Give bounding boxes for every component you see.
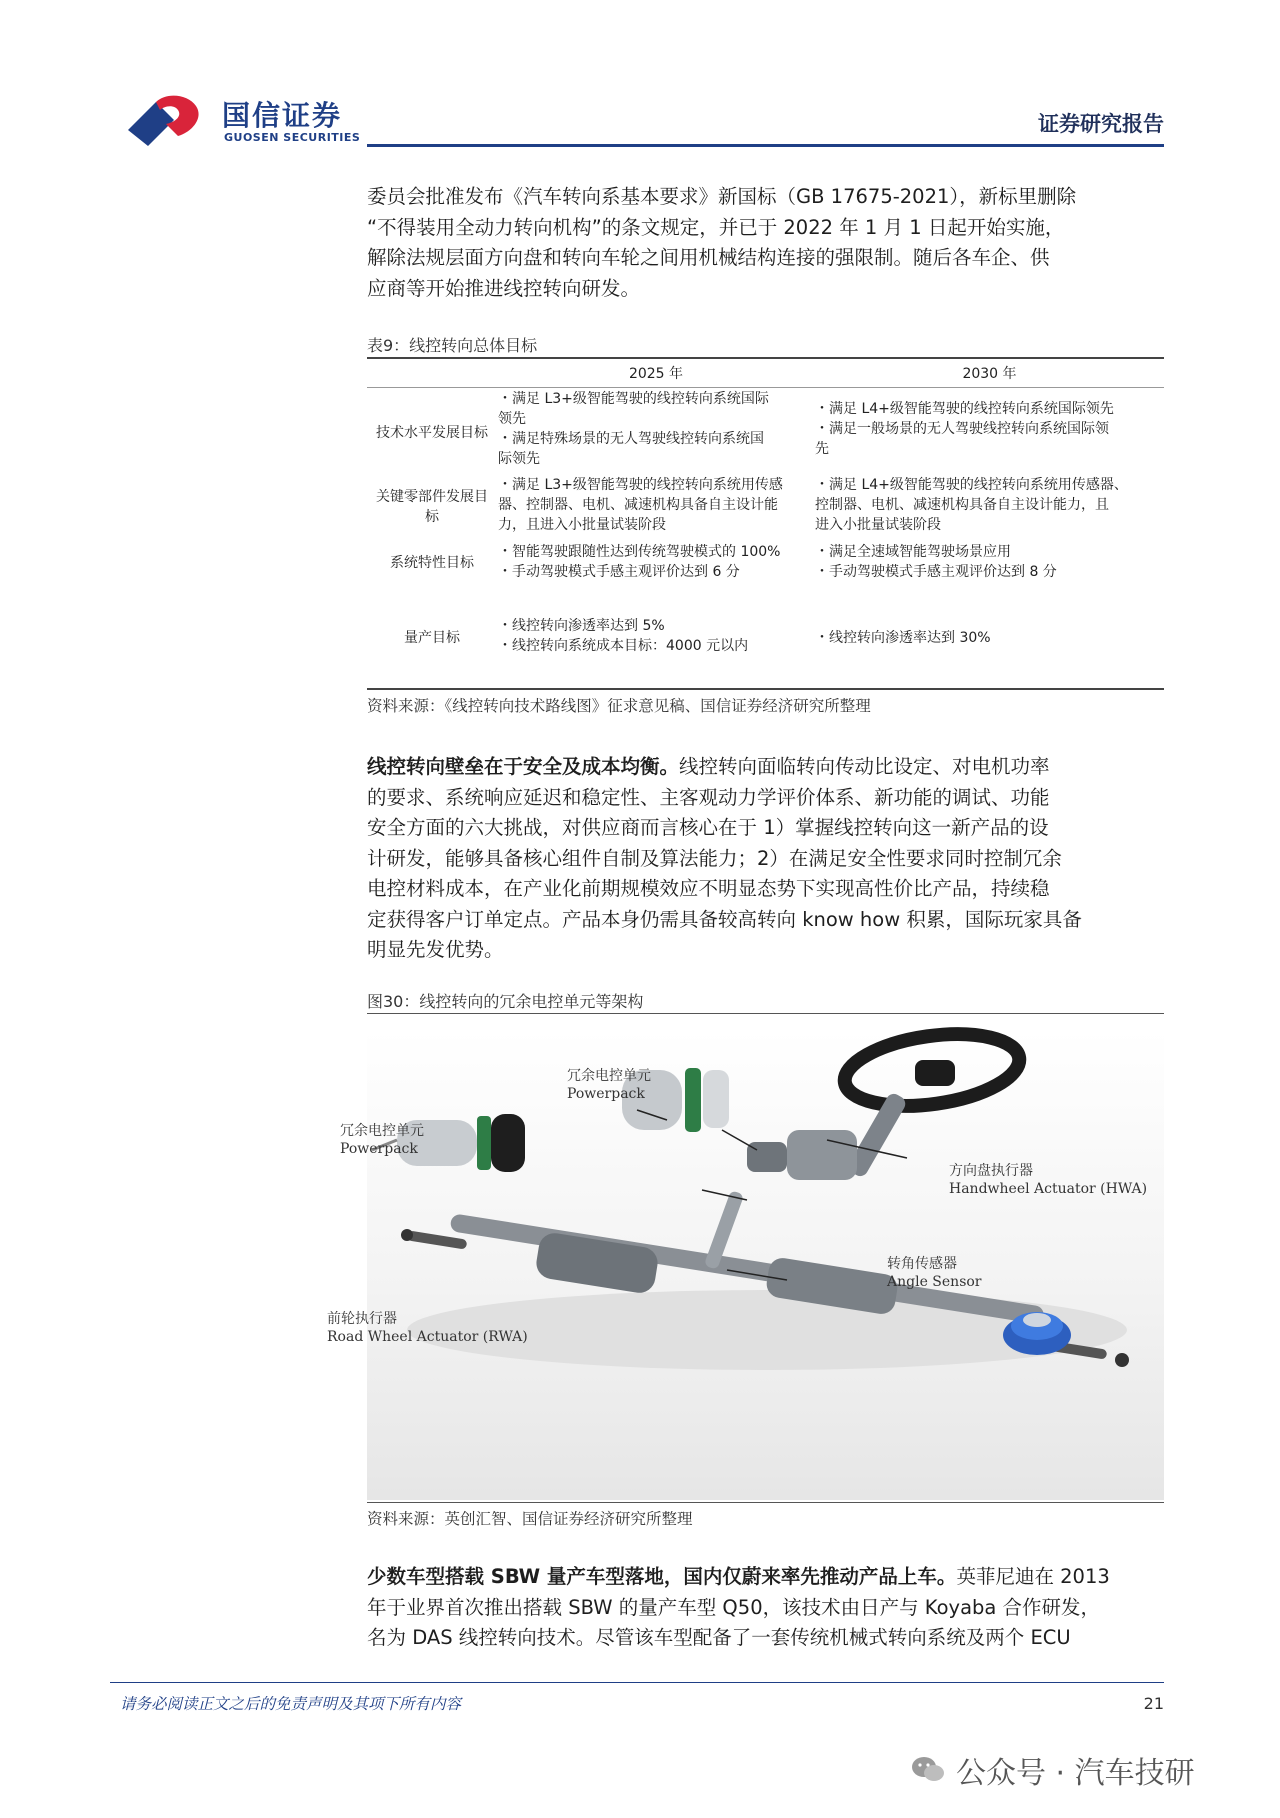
text-line: 年于业界首次推出搭载 SBW 的量产车型 Q50，该技术由日产与 Koyaba 合作研发， <box>367 1595 1101 1619</box>
section3-line-1: 英菲尼迪在 2013 <box>956 1565 1110 1588</box>
label-rwa <box>327 1310 528 1346</box>
section3-paragraph <box>367 1562 1164 1654</box>
cell-line: ・手动驾驶模式手感主观评价达到 6 分 <box>498 564 740 580</box>
cell-tech-2025 <box>498 389 816 469</box>
label-cn: 前轮执行器 <box>327 1311 397 1327</box>
cell-components-2025 <box>498 475 816 535</box>
row-label-text: 标 <box>425 509 439 525</box>
cell-line: ・智能驾驶跟随性达到传统驾驶模式的 100% <box>498 544 781 560</box>
cell-line: ・满足全速域智能驾驶场景应用 <box>815 544 1011 560</box>
label-hwa <box>949 1162 1147 1198</box>
label-angle-sensor <box>887 1255 982 1291</box>
logo-text-en: GUOSEN SECURITIES <box>224 131 361 144</box>
text-line: 定获得客户订单定点。产品本身仍需具备较高转向 know how 积累，国际玩家具备 <box>367 907 1082 931</box>
table-bottom-rule <box>367 688 1164 690</box>
sbw-architecture-figure <box>327 1030 1164 1500</box>
cell-line: ・满足 L4+级智能驾驶的线控转向系统国际领先 <box>815 401 1114 417</box>
disclaimer-text: 请务必阅读正文之后的免责声明及其项下所有内容 <box>120 1695 462 1713</box>
text-line: “不得装用全动力转向机构”的条文规定，并已于 2022 年 1 月 1 日起开始实施， <box>367 215 1065 239</box>
section2-paragraph <box>367 752 1164 966</box>
text-line: 明显先发优势。 <box>367 938 504 961</box>
cell-line: 控制器、电机、减速机构具备自主设计能力，且 <box>815 497 1109 513</box>
label-cn: 转角传感器 <box>887 1256 957 1272</box>
figure-bottom-rule <box>367 1502 1164 1503</box>
guosen-logo-icon <box>126 92 216 148</box>
header-divider <box>367 144 1164 147</box>
table-source: 资料来源：《线控转向技术路线图》征求意见稿、国信证券经济研究所整理 <box>367 697 871 715</box>
label-en: Handwheel Actuator (HWA) <box>949 1181 1148 1197</box>
page-number: 21 <box>1143 1694 1164 1713</box>
intro-paragraph <box>367 182 1164 304</box>
label-cn: 冗余电控单元 <box>340 1123 424 1139</box>
text-line: 解除法规层面方向盘和转向车轮之间用机械结构连接的强限制。随后各车企、供 <box>367 246 1050 269</box>
text-line: 电控材料成本，在产业化前期规模效应不明显态势下实现高性价比产品，持续稳 <box>367 877 1050 900</box>
cell-line: ・满足特殊场景的无人驾驶线控转向系统国 <box>498 431 764 447</box>
cell-line: ・线控转向系统成本目标：4000 元以内 <box>498 638 749 654</box>
table-header-rule <box>367 387 1164 388</box>
cell-line: ・手动驾驶模式手感主观评价达到 8 分 <box>815 564 1057 580</box>
label-cn: 冗余电控单元 <box>567 1068 651 1084</box>
label-en: Road Wheel Actuator (RWA) <box>327 1329 528 1345</box>
handwheel-actuator <box>747 1024 1024 1180</box>
text-line: 计研发，能够具备核心组件自制及算法能力；2）在满足安全性要求同时控制冗余 <box>367 846 1062 870</box>
row-label-system <box>367 553 497 573</box>
row-label-components <box>367 487 497 527</box>
text-line: 名为 DAS 线控转向技术。尽管该车型配备了一套传统机械式转向系统及两个 ECU <box>367 1626 1071 1649</box>
figure-caption: 图30：线控转向的冗余电控单元等架构 <box>367 992 644 1011</box>
section2-line-1: 线控转向面临转向传动比设定、对电机功率 <box>679 755 1050 778</box>
footer-divider <box>110 1682 1164 1683</box>
row-label-text: 系统特性目标 <box>390 555 474 571</box>
cell-line: 领先 <box>498 411 526 427</box>
row-label-text: 量产目标 <box>404 630 460 646</box>
text-line: 安全方面的六大挑战，对供应商而言核心在于 1）掌握线控转向这一新产品的设 <box>367 816 1049 839</box>
label-cn: 方向盘执行器 <box>949 1163 1033 1179</box>
label-en: Powerpack <box>567 1086 645 1102</box>
sbw-illustration <box>367 1030 1164 1500</box>
cell-line: 进入小批量试装阶段 <box>815 517 941 533</box>
wechat-icon <box>910 1755 946 1785</box>
table-header-2030: 2030 年 <box>962 366 1017 382</box>
goals-table <box>367 358 1164 698</box>
cell-line: 器、控制器、电机、减速机构具备自主设计能 <box>498 497 778 513</box>
row-label-text: 技术水平发展目标 <box>376 425 488 441</box>
text-line: 应商等开始推进线控转向研发。 <box>367 276 641 300</box>
cell-system-2030 <box>815 542 1164 582</box>
figure-source: 资料来源：英创汇智、国信证券经济研究所整理 <box>367 1510 693 1528</box>
cell-line: ・满足一般场景的无人驾驶线控转向系统国际领 <box>815 421 1109 437</box>
label-en: Powerpack <box>340 1141 418 1157</box>
logo-text-cn: 国信证券 <box>222 99 343 132</box>
text-line <box>367 752 1164 783</box>
table-header-2025: 2025 年 <box>628 366 684 382</box>
cell-line: 力，且进入小批量试装阶段 <box>498 517 666 533</box>
label-powerpack-top <box>567 1067 651 1103</box>
label-powerpack-left <box>340 1122 424 1158</box>
cell-line: ・满足 L4+级智能驾驶的线控转向系统用传感器、 <box>815 477 1128 493</box>
wechat-text: 公众号 · 汽车技研 <box>956 1756 1195 1791</box>
cell-line: ・满足 L3+级智能驾驶的线控转向系统国际 <box>498 391 769 407</box>
row-label-text: 关键零部件发展目 <box>376 489 488 505</box>
section2-lead: 线控转向壁垒在于安全及成本均衡。 <box>367 755 680 778</box>
text-line: 委员会批准发布《汽车转向系基本要求》新国标（GB 17675-2021），新标里删除 <box>367 185 1077 208</box>
cell-line: ・满足 L3+级智能驾驶的线控转向系统用传感 <box>498 477 783 493</box>
section3-lead: 少数车型搭载 SBW 量产车型落地，国内仅蔚来率先推动产品上车。 <box>367 1565 957 1588</box>
cell-components-2030 <box>815 475 1164 535</box>
figure-top-rule <box>367 1013 1164 1014</box>
cell-production-2030 <box>815 628 1164 648</box>
report-type-label: 证券研究报告 <box>1038 112 1164 136</box>
cell-line: ・线控转向渗透率达到 30% <box>815 630 991 646</box>
cell-line: ・线控转向渗透率达到 5% <box>498 618 665 634</box>
cell-tech-2030 <box>815 399 1164 459</box>
label-en: Angle Sensor <box>887 1274 982 1290</box>
cell-production-2025 <box>498 616 816 656</box>
wechat-watermark <box>910 1748 1195 1792</box>
text-line <box>367 1562 1164 1593</box>
table-caption: 表9：线控转向总体目标 <box>367 336 538 355</box>
cell-line: 先 <box>815 441 829 457</box>
text-line: 的要求、系统响应延迟和稳定性、主客观动力学评价体系、新功能的调试、功能 <box>367 785 1050 809</box>
cell-line: 际领先 <box>498 451 540 467</box>
row-label-production <box>367 628 497 648</box>
cell-system-2025 <box>498 542 816 582</box>
row-label-tech <box>367 423 497 443</box>
